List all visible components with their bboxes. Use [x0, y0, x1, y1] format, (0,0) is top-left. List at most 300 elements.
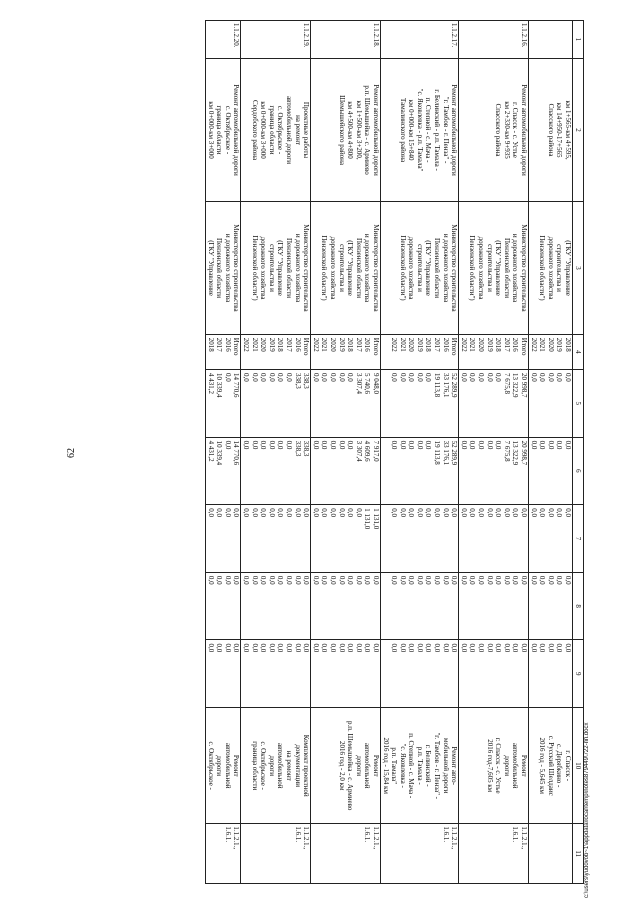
indicators-cell: [206, 824, 241, 884]
expected-result-cell: [459, 708, 529, 824]
local-budget-line: 0,0: [346, 575, 355, 585]
federal-budget-line: 0,0: [390, 508, 399, 517]
regional-budget-line: 338,3: [293, 440, 302, 457]
local-budget-line: 0,0: [363, 575, 372, 585]
other-sources-line: 0,0: [363, 643, 372, 653]
other-sources-cell: [241, 640, 311, 708]
column-header: 2: [573, 58, 584, 201]
item-number-cell: [529, 21, 573, 59]
item-name-cell: [206, 58, 241, 201]
table-row: [206, 21, 241, 884]
expected-result-line: граница области: [250, 741, 259, 791]
item-number-line: 1.1.2.16.: [520, 23, 529, 48]
other-sources-line: 0,0: [450, 643, 459, 653]
item-number-cell: [206, 21, 241, 59]
local-budget-line: 0,0: [215, 575, 224, 585]
local-budget-line: 0,0: [371, 575, 380, 585]
indicators-line: [563, 826, 572, 881]
regional-budget-line: 0,0: [337, 440, 346, 450]
total-funding-cell: [459, 369, 529, 437]
local-budget-line: 0,0: [276, 575, 285, 585]
item-name-line: р.п. Шемышейка - с. Армиево: [363, 85, 372, 175]
federal-budget-line: 0,0: [546, 508, 555, 517]
executor-line: (ГКУ "Управление: [494, 240, 503, 296]
indicators-line: 1.6.1.: [223, 826, 232, 843]
total-funding-line: 20 998,7: [520, 372, 529, 398]
item-name-cell: [380, 58, 458, 201]
federal-budget-cell: [529, 505, 573, 573]
local-budget-line: 0,0: [354, 575, 363, 585]
other-sources-line: 0,0: [520, 643, 529, 653]
years-line: 2016: [363, 337, 372, 352]
other-sources-line: 0,0: [390, 643, 399, 653]
federal-budget-line: 0,0: [555, 508, 564, 517]
item-name-line: "с. Яковлевка - р.п. Тамала": [415, 88, 424, 172]
total-funding-cell: [380, 369, 458, 437]
total-funding-cell: [529, 369, 573, 437]
expected-result-line: автомобильной: [223, 742, 232, 789]
item-name-line: граница области: [215, 105, 224, 155]
years-line: 2021: [250, 337, 259, 352]
expected-result-line: с. Октябрьское -: [206, 741, 215, 790]
regional-budget-line: 0,0: [328, 440, 337, 450]
regional-budget-line: 0,0: [250, 440, 259, 450]
local-budget-line: 0,0: [520, 575, 529, 585]
local-budget-line: 0,0: [494, 575, 503, 585]
column-header: 5: [573, 369, 584, 437]
regional-budget-line: 0,0: [267, 440, 276, 450]
program-table: [205, 20, 584, 884]
regional-budget-line: 3 307,4: [354, 440, 363, 462]
expected-result-line: дороги: [215, 755, 224, 777]
years-cell: [459, 334, 529, 369]
item-number-cell: [241, 21, 311, 59]
years-line: 2022: [311, 337, 320, 352]
page-number: 62: [66, 448, 77, 458]
expected-result-line: автомобильной: [511, 742, 520, 789]
total-funding-line: 9 048,0: [371, 372, 380, 394]
federal-budget-line: 0,0: [424, 508, 433, 517]
indicators-line: 1.6.1.: [511, 826, 520, 843]
other-sources-line: 0,0: [538, 643, 547, 653]
executor-line: Пензенской области"): [320, 235, 329, 301]
indicators-cell: [459, 824, 529, 884]
column-header: 11: [573, 824, 584, 884]
regional-budget-line: 0,0: [276, 440, 285, 450]
item-name-line: автомобильной дороги: [285, 96, 293, 164]
total-funding-line: 0,0: [250, 372, 259, 382]
item-name-line: км 0+000-км 3+000: [259, 101, 268, 159]
item-number-line: [563, 23, 572, 56]
federal-budget-line: 0,0: [564, 508, 572, 517]
other-sources-line: 0,0: [564, 643, 572, 653]
federal-budget-line: 0,0: [302, 508, 311, 517]
executor-line: дорожного хозяйства: [546, 236, 555, 300]
regional-budget-line: 33 176,1: [441, 440, 450, 466]
expected-result-line: р.п. Тамала -: [415, 746, 424, 785]
other-sources-cell: [380, 640, 458, 708]
federal-budget-line: 0,0: [215, 508, 224, 517]
other-sources-line: 0,0: [223, 643, 232, 653]
local-budget-line: 0,0: [242, 575, 251, 585]
years-line: 2016: [441, 337, 450, 352]
expected-result-line: с. Русский Шелдаис: [546, 735, 555, 796]
years-cell: [380, 334, 458, 369]
years-line: 2020: [259, 337, 268, 352]
column-header: 1: [573, 21, 584, 59]
indicators-line: 1.1.2.1.,: [520, 826, 529, 850]
regional-budget-line: 0,0: [407, 440, 416, 450]
other-sources-line: 0,0: [232, 643, 241, 653]
expected-result-cell: [380, 708, 458, 824]
federal-budget-line: 0,0: [311, 508, 320, 517]
regional-budget-line: 19 113,8: [433, 440, 442, 465]
total-funding-line: 33 176,1: [441, 372, 450, 398]
item-name-line: км 0+000-км 15+840: [407, 99, 416, 161]
expected-result-line: автомобильной: [276, 742, 285, 789]
local-budget-line: 0,0: [267, 575, 276, 585]
item-name-line: п. Степной - с. Мача -: [424, 97, 433, 163]
years-line: Итого: [302, 337, 311, 356]
local-budget-line: 0,0: [206, 575, 215, 585]
local-budget-line: 0,0: [320, 575, 329, 585]
federal-budget-line: 0,0: [415, 508, 424, 517]
expected-result-line: 2016 год-7,605 км: [485, 739, 494, 793]
total-funding-line: 0,0: [311, 372, 320, 382]
regional-budget-line: 0,0: [346, 440, 355, 450]
other-sources-line: 0,0: [424, 643, 433, 653]
item-name-cell: [459, 58, 529, 201]
other-sources-cell: [459, 640, 529, 708]
file-path-footer: c:\users\yudovob~1\appdata\local\temp\notes879449\722-пп.docx: [584, 722, 590, 898]
table-row: [241, 21, 311, 884]
federal-budget-line: 0,0: [354, 508, 363, 517]
regional-budget-line: 0,0: [259, 440, 268, 450]
item-number-line: 1.1.2.19.: [302, 23, 311, 48]
executor-line: Пензенской области: [354, 237, 363, 299]
total-funding-line: 0,0: [398, 372, 407, 382]
local-budget-line: 0,0: [511, 575, 520, 585]
item-name-line: с. Октябрьское -: [276, 105, 285, 155]
item-name-line: км 1+565-км 4+595,: [564, 100, 572, 160]
total-funding-line: 13 322,9: [511, 372, 520, 398]
other-sources-line: 0,0: [311, 643, 320, 653]
expected-result-line: с. Дерябкино -: [555, 744, 564, 788]
indicators-line: 1.1.2.1.,: [450, 826, 459, 850]
expected-result-cell: [241, 708, 311, 824]
local-budget-line: 0,0: [232, 575, 241, 585]
total-funding-line: 0,0: [538, 372, 547, 382]
years-line: 2017: [502, 337, 511, 352]
indicators-cell: [311, 824, 381, 884]
executor-line: Пензенской области: [433, 237, 442, 299]
federal-budget-line: 0,0: [459, 508, 468, 517]
federal-budget-cell: [241, 505, 311, 573]
item-name-line: Шемышейского района: [337, 95, 346, 165]
federal-budget-line: 0,0: [223, 508, 232, 517]
expected-result-line: 2016 год - 2,0 км: [337, 740, 346, 791]
local-budget-cell: [241, 572, 311, 640]
item-name-line: г. Белинский - р.п. Тамала -: [433, 89, 442, 171]
indicators-cell: [380, 824, 458, 884]
years-line: Итого: [520, 337, 529, 356]
regional-budget-line: 4 431,2: [206, 440, 215, 462]
regional-budget-cell: [529, 437, 573, 505]
regional-budget-line: 0,0: [529, 440, 538, 450]
regional-budget-line: 13 322,9: [511, 440, 520, 466]
executor-line: Министерство строительства: [371, 224, 380, 312]
total-funding-line: 0,0: [337, 372, 346, 382]
federal-budget-line: 0,0: [398, 508, 407, 517]
total-funding-line: 7 675,8: [502, 372, 511, 394]
total-funding-line: 0,0: [494, 372, 503, 382]
local-budget-line: 0,0: [328, 575, 337, 585]
total-funding-line: 0,0: [346, 372, 355, 382]
local-budget-line: 0,0: [250, 575, 259, 585]
other-sources-line: 0,0: [415, 643, 424, 653]
expected-result-line: документации: [293, 744, 302, 787]
expected-result-line: с. Октябрьское -: [259, 741, 268, 790]
federal-budget-line: 0,0: [346, 508, 355, 517]
executor-cell: [459, 202, 529, 335]
regional-budget-line: 10 339,4: [215, 440, 224, 466]
local-budget-line: 0,0: [285, 575, 293, 585]
federal-budget-line: 1 131,0: [363, 508, 372, 530]
local-budget-line: 0,0: [546, 575, 555, 585]
column-header: 6: [573, 437, 584, 505]
executor-line: (ГКУ "Управление: [276, 240, 285, 296]
federal-budget-line: 0,0: [441, 508, 450, 517]
header-row: [573, 21, 584, 884]
local-budget-line: 0,0: [424, 575, 433, 585]
federal-budget-line: 0,0: [529, 508, 538, 517]
total-funding-line: 0,0: [407, 372, 416, 382]
regional-budget-cell: [311, 437, 381, 505]
years-line: 2018: [346, 337, 355, 352]
expected-result-line: дороги: [354, 755, 363, 777]
regional-budget-line: 338,3: [302, 440, 311, 457]
total-funding-line: 0,0: [477, 372, 486, 382]
regional-budget-line: 0,0: [424, 440, 433, 450]
years-line: 2019: [485, 337, 494, 352]
total-funding-line: 338,3: [302, 372, 311, 389]
expected-result-line: Ремонт авто-: [450, 746, 459, 785]
federal-budget-cell: [380, 505, 458, 573]
other-sources-line: 0,0: [398, 643, 407, 653]
years-line: 2022: [459, 337, 468, 352]
table-row: [529, 21, 573, 884]
total-funding-line: 0,0: [328, 372, 337, 382]
regional-budget-cell: [206, 437, 241, 505]
other-sources-line: 0,0: [215, 643, 224, 653]
expected-result-line: р.п. Тамала": [390, 747, 399, 785]
other-sources-line: 0,0: [371, 643, 380, 653]
local-budget-line: 0,0: [302, 575, 311, 585]
executor-cell: [206, 202, 241, 335]
federal-budget-line: 0,0: [477, 508, 486, 517]
item-name-cell: [529, 58, 573, 201]
indicators-cell: [241, 824, 311, 884]
federal-budget-line: 0,0: [250, 508, 259, 517]
local-budget-cell: [206, 572, 241, 640]
expected-result-line: 2016 год - 5,645 км: [538, 737, 547, 794]
local-budget-cell: [529, 572, 573, 640]
expected-result-cell: [206, 708, 241, 824]
other-sources-line: 0,0: [529, 643, 538, 653]
local-budget-line: 0,0: [337, 575, 346, 585]
regional-budget-cell: [459, 437, 529, 505]
indicators-line: 1.6.1.: [363, 826, 372, 843]
total-funding-line: 0,0: [259, 372, 268, 382]
expected-result-line: п. Степной - с. Мача -: [407, 733, 416, 799]
executor-line: Пензенской области"): [468, 235, 477, 301]
years-line: Итого: [232, 337, 241, 356]
item-name-line: Ремонт автомобильной дороги: [371, 84, 380, 176]
indicators-cell: [529, 824, 573, 884]
column-header: 7: [573, 505, 584, 573]
regional-budget-line: 0,0: [320, 440, 329, 450]
item-name-line: г. Спасск - с. Устье: [511, 102, 520, 158]
executor-line: Пензенской области: [285, 237, 293, 299]
regional-budget-line: 0,0: [285, 440, 293, 450]
federal-budget-line: 0,0: [485, 508, 494, 517]
table-row: [459, 21, 529, 884]
item-name-line: Сердобского района: [250, 99, 259, 161]
table-body: [206, 21, 584, 884]
executor-line: дорожного хозяйства: [477, 236, 486, 300]
other-sources-line: 0,0: [250, 643, 259, 653]
years-line: 2018: [276, 337, 285, 352]
federal-budget-line: 0,0: [206, 508, 215, 517]
other-sources-line: 0,0: [328, 643, 337, 653]
indicators-line: 1.1.2.1.,: [232, 826, 241, 850]
expected-result-line: Ремонт: [371, 754, 380, 777]
regional-budget-line: 52 289,9: [450, 440, 459, 466]
expected-result-cell: [529, 708, 573, 824]
regional-budget-line: 0,0: [485, 440, 494, 450]
item-name-line: на ремонт: [293, 115, 302, 146]
federal-budget-line: 0,0: [511, 508, 520, 517]
other-sources-line: 0,0: [206, 643, 215, 653]
local-budget-line: 0,0: [468, 575, 477, 585]
executor-line: строительства и: [337, 244, 346, 292]
federal-budget-line: 0,0: [538, 508, 547, 517]
regional-budget-line: 0,0: [555, 440, 564, 450]
item-name-line: км 0+000-км 3+000: [206, 101, 215, 159]
other-sources-cell: [311, 640, 381, 708]
years-cell: [311, 334, 381, 369]
federal-budget-cell: [206, 505, 241, 573]
regional-budget-line: 7 675,8: [502, 440, 511, 462]
item-name-line: км 4+500-км 4+800: [346, 101, 355, 159]
years-line: 2018: [206, 337, 215, 352]
other-sources-line: 0,0: [346, 643, 355, 653]
other-sources-line: 0,0: [259, 643, 268, 653]
federal-budget-line: 0,0: [328, 508, 337, 517]
local-budget-line: 0,0: [311, 575, 320, 585]
total-funding-line: 0,0: [267, 372, 276, 382]
years-cell: [206, 334, 241, 369]
federal-budget-line: 0,0: [433, 508, 442, 517]
years-line: 2019: [415, 337, 424, 352]
local-budget-line: 0,0: [564, 575, 572, 585]
executor-line: строительства и: [415, 244, 424, 292]
total-funding-line: 338,3: [293, 372, 302, 389]
total-funding-line: 0,0: [223, 372, 232, 382]
federal-budget-line: 0,0: [276, 508, 285, 517]
item-number-cell: [311, 21, 381, 59]
column-header: 3: [573, 202, 584, 335]
other-sources-cell: [206, 640, 241, 708]
federal-budget-line: 0,0: [468, 508, 477, 517]
executor-line: Пензенской области: [215, 237, 224, 299]
other-sources-line: 0,0: [433, 643, 442, 653]
years-line: 2021: [468, 337, 477, 352]
federal-budget-line: 0,0: [494, 508, 503, 517]
executor-line: дорожного хозяйства: [407, 236, 416, 300]
column-header: 9: [573, 640, 584, 708]
expected-result-line: на ремонт: [285, 750, 293, 781]
other-sources-cell: [529, 640, 573, 708]
regional-budget-line: 20 998,7: [520, 440, 529, 466]
years-cell: [529, 334, 573, 369]
local-budget-cell: [380, 572, 458, 640]
expected-result-line: дороги: [267, 755, 276, 777]
years-line: 2018: [424, 337, 433, 352]
expected-result-line: г. Спасск - с. Устье: [494, 737, 503, 794]
federal-budget-line: 0,0: [293, 508, 302, 517]
executor-line: Министерство строительства: [520, 224, 529, 312]
other-sources-line: 0,0: [546, 643, 555, 653]
total-funding-line: 0,0: [468, 372, 477, 382]
other-sources-line: 0,0: [459, 643, 468, 653]
years-line: 2017: [354, 337, 363, 352]
executor-line: (ГКУ "Управление: [346, 240, 355, 296]
local-budget-line: 0,0: [259, 575, 268, 585]
local-budget-line: 0,0: [223, 575, 232, 585]
executor-cell: [241, 202, 311, 335]
total-funding-cell: [206, 369, 241, 437]
executor-cell: [380, 202, 458, 335]
other-sources-line: 0,0: [354, 643, 363, 653]
local-budget-line: 0,0: [502, 575, 511, 585]
total-funding-line: 0,0: [285, 372, 293, 382]
local-budget-line: 0,0: [415, 575, 424, 585]
item-number-line: 1.1.2.20.: [232, 23, 241, 48]
rotated-table-container: [106, 20, 584, 884]
federal-budget-line: 0,0: [242, 508, 251, 517]
total-funding-line: 0,0: [424, 372, 433, 382]
item-name-line: км 2+330-км 9+935: [502, 101, 511, 159]
executor-line: и дорожного хозяйства: [363, 233, 372, 303]
indicators-line: 1.1.2.1.,: [371, 826, 380, 850]
federal-budget-line: 0,0: [407, 508, 416, 517]
other-sources-line: 0,0: [494, 643, 503, 653]
years-line: 2020: [477, 337, 486, 352]
executor-line: Пензенской области"): [538, 235, 547, 301]
executor-cell: [529, 202, 573, 335]
executor-line: строительства и: [555, 244, 564, 292]
executor-line: Пензенской области: [502, 237, 511, 299]
executor-line: Пензенской области"): [250, 235, 259, 301]
years-line: 2019: [267, 337, 276, 352]
total-funding-line: 0,0: [459, 372, 468, 382]
indicators-line: 1.6.1.: [441, 826, 450, 843]
local-budget-line: 0,0: [485, 575, 494, 585]
column-header: 8: [573, 572, 584, 640]
item-name-line: Ремонт автомобильной дороги: [520, 84, 529, 176]
federal-budget-line: 1 131,0: [371, 508, 380, 530]
